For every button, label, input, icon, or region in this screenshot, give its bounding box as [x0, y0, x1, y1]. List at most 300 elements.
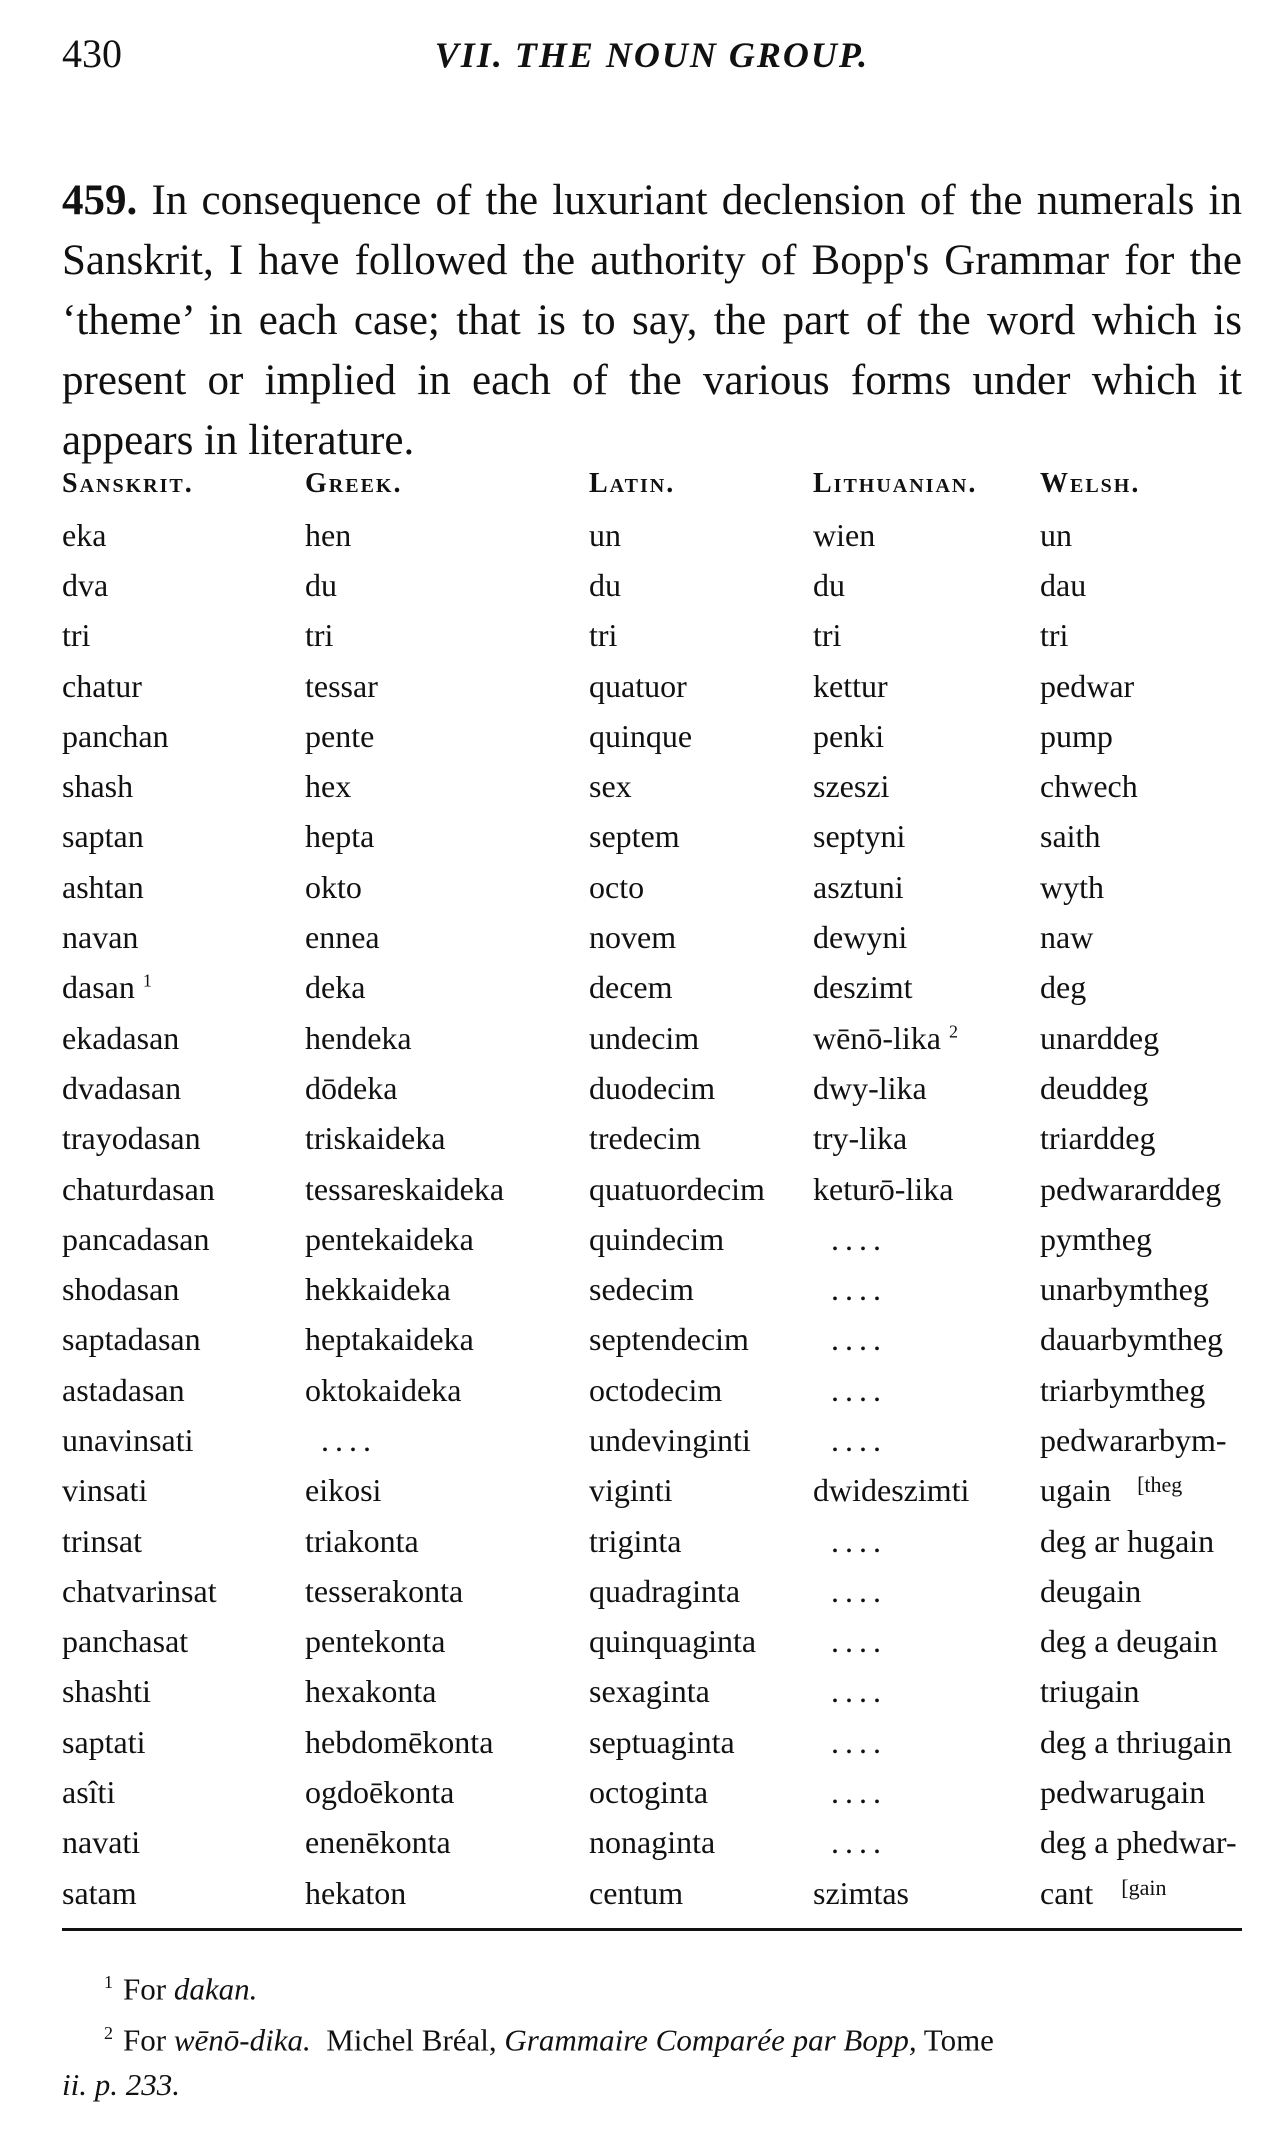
cell-text: shodasan	[62, 1271, 180, 1308]
cell-text: dōdeka	[305, 1069, 398, 1106]
paragraph-number: 459.	[62, 177, 138, 224]
cell-latin	[557, 711, 807, 761]
cell-text: octoginta	[589, 1774, 709, 1811]
footnote-page-ref: ii. p. 233.	[62, 2066, 180, 2102]
table-row	[62, 1566, 1242, 1616]
cell-welsh	[1032, 1264, 1242, 1314]
cell-latin	[557, 1415, 807, 1465]
footnote-2	[62, 2011, 1242, 2062]
footnote-term: dakan.	[173, 1971, 258, 2007]
cell-greek	[287, 1868, 557, 1918]
cell-latin	[557, 812, 807, 862]
cell-text: hepta	[305, 818, 375, 855]
cell-text: pedwar	[1040, 667, 1135, 704]
cell-welsh	[1032, 1214, 1242, 1264]
cell-text: hebdomēkonta	[305, 1723, 494, 1760]
cell-lithuanian	[807, 560, 1032, 610]
footnote-text: For	[123, 1971, 167, 2007]
cell-lithuanian	[807, 862, 1032, 912]
cell-latin	[557, 611, 807, 661]
cell-latin	[557, 912, 807, 962]
cell-welsh	[1032, 1667, 1242, 1717]
cell-lithuanian	[807, 1818, 1032, 1868]
cell-welsh	[1032, 1114, 1242, 1164]
cell-lithuanian	[807, 1214, 1032, 1264]
cell-lithuanian	[807, 1717, 1032, 1767]
cell-greek	[287, 1315, 557, 1365]
cell-lithuanian	[807, 761, 1032, 811]
footnote-2-continued	[62, 2063, 1242, 2107]
cell-text: pancadasan	[62, 1220, 210, 1257]
cell-text: dvadasan	[62, 1069, 182, 1106]
cell-sanskrit	[62, 1566, 287, 1616]
cell-text: penki	[813, 717, 885, 754]
cell-lithuanian	[807, 1767, 1032, 1817]
table-row	[62, 1617, 1242, 1667]
cell-sanskrit	[62, 761, 287, 811]
cell-welsh	[1032, 711, 1242, 761]
cell-text: unarbymtheg	[1040, 1271, 1209, 1308]
cell-latin	[557, 1164, 807, 1214]
cell-welsh	[1032, 1415, 1242, 1465]
cell-text: navati	[62, 1824, 141, 1861]
cell-sanskrit	[62, 1516, 287, 1566]
cell-text: dwy-lika	[813, 1069, 927, 1106]
cell-text: panchan	[62, 717, 169, 754]
cell-welsh	[1032, 1868, 1242, 1918]
cell-sanskrit	[62, 1415, 287, 1465]
cell-text: shashti	[62, 1673, 151, 1710]
cell-text: ....	[831, 1572, 887, 1609]
cell-greek	[287, 510, 557, 560]
cell-greek	[287, 912, 557, 962]
table-row	[62, 560, 1242, 610]
footnote-term: wēnō-dika.	[173, 2022, 311, 2058]
cell-greek	[287, 1164, 557, 1214]
cell-lithuanian	[807, 912, 1032, 962]
cell-text: deg a thriugain	[1040, 1723, 1232, 1760]
cell-welsh	[1032, 1617, 1242, 1667]
footnote-text: For	[123, 2022, 167, 2058]
cell-text: ....	[831, 1723, 887, 1760]
table-row	[62, 510, 1242, 560]
cell-greek	[287, 1063, 557, 1113]
cell-text: un	[589, 516, 621, 553]
cell-lithuanian	[807, 1566, 1032, 1616]
cell-welsh	[1032, 1466, 1242, 1516]
cell-latin	[557, 661, 807, 711]
cell-sanskrit	[62, 862, 287, 912]
cell-text: septem	[589, 818, 680, 855]
cell-text: triakonta	[305, 1522, 419, 1559]
cell-text: deugain	[1040, 1572, 1142, 1609]
cell-sanskrit	[62, 1114, 287, 1164]
cell-latin	[557, 1214, 807, 1264]
cell-latin	[557, 1013, 807, 1063]
footnote-1	[62, 1960, 1242, 2011]
cell-text: hexakonta	[305, 1673, 437, 1710]
cell-text: hekaton	[305, 1874, 407, 1911]
cell-sanskrit	[62, 1617, 287, 1667]
cell-greek	[287, 711, 557, 761]
cell-text: quatuor	[589, 667, 687, 704]
cell-text: undevinginti	[589, 1421, 751, 1458]
cell-greek	[287, 1013, 557, 1063]
cell-text: ....	[831, 1623, 887, 1660]
cell-latin	[557, 1566, 807, 1616]
cell-text: keturō-lika	[813, 1170, 954, 1207]
cell-text: pedwarugain	[1040, 1774, 1206, 1811]
cell-latin	[557, 963, 807, 1013]
cell-text: ....	[831, 1673, 887, 1710]
cell-greek	[287, 1617, 557, 1667]
cell-text: quindecim	[589, 1220, 725, 1257]
cell-latin	[557, 1114, 807, 1164]
cell-lithuanian	[807, 1617, 1032, 1667]
cell-text: ogdoēkonta	[305, 1774, 455, 1811]
cell-text: du	[813, 566, 845, 603]
table-row	[62, 1264, 1242, 1314]
cell-welsh	[1032, 1063, 1242, 1113]
cell-text: vinsati	[62, 1472, 148, 1509]
cell-lithuanian	[807, 1264, 1032, 1314]
paragraph-459	[62, 171, 1242, 471]
cell-text: tessar	[305, 667, 378, 704]
cell-lithuanian	[807, 1164, 1032, 1214]
cell-greek	[287, 1566, 557, 1616]
cell-greek	[287, 1818, 557, 1868]
cell-text: ugain	[1040, 1472, 1112, 1509]
cell-text: deg a phedwar-	[1040, 1824, 1237, 1861]
page-number: 430	[62, 31, 122, 76]
table-row	[62, 611, 1242, 661]
cell-text: deka	[305, 969, 366, 1006]
cell-welsh	[1032, 1164, 1242, 1214]
cell-text: trinsat	[62, 1522, 142, 1559]
cell-greek	[287, 611, 557, 661]
cell-text: szimtas	[813, 1874, 909, 1911]
cell-latin	[557, 510, 807, 560]
table-row	[62, 1767, 1242, 1817]
cell-lithuanian	[807, 1868, 1032, 1918]
cell-text: ....	[831, 1522, 887, 1559]
cell-text: dauarbymtheg	[1040, 1321, 1224, 1358]
cell-sanskrit	[62, 812, 287, 862]
cell-lithuanian	[807, 661, 1032, 711]
cell-sanskrit	[62, 1315, 287, 1365]
cell-text: novem	[589, 919, 677, 956]
cell-text: sex	[589, 768, 632, 805]
cell-latin	[557, 1617, 807, 1667]
cell-text: septyni	[813, 818, 906, 855]
table-row	[62, 1415, 1242, 1465]
cell-text: ennea	[305, 919, 380, 956]
cell-text: ekadasan	[62, 1019, 180, 1056]
cell-text: dau	[1040, 566, 1087, 603]
table-body	[62, 510, 1242, 1918]
cell-text: sedecim	[589, 1271, 694, 1308]
cell-text: chatur	[62, 667, 142, 704]
table-row	[62, 1365, 1242, 1415]
header-latin: Latin.	[589, 468, 676, 499]
cell-text: ashtan	[62, 868, 144, 905]
cell-text: trayodasan	[62, 1120, 201, 1157]
cell-text: viginti	[589, 1472, 673, 1509]
cell-latin	[557, 1767, 807, 1817]
footnote-rule	[62, 1928, 1242, 1931]
cell-latin	[557, 1868, 807, 1918]
cell-text: tri	[305, 617, 334, 654]
cell-text: panchasat	[62, 1623, 189, 1660]
cell-text: tredecim	[589, 1120, 701, 1157]
header-sanskrit: Sanskrit.	[62, 468, 194, 499]
cell-lithuanian	[807, 1063, 1032, 1113]
cell-sanskrit	[62, 611, 287, 661]
cell-text: asztuni	[813, 868, 904, 905]
table-row	[62, 862, 1242, 912]
cell-sanskrit	[62, 1717, 287, 1767]
cell-text: du	[589, 566, 621, 603]
cell-greek	[287, 661, 557, 711]
cell-sanskrit	[62, 1264, 287, 1314]
cell-greek	[287, 963, 557, 1013]
cell-lithuanian	[807, 1415, 1032, 1465]
cell-text: du	[305, 566, 337, 603]
cell-greek	[287, 1264, 557, 1314]
cell-sanskrit	[62, 1013, 287, 1063]
header-greek: Greek.	[305, 468, 403, 499]
cell-text: sexaginta	[589, 1673, 710, 1710]
cell-text: decem	[589, 969, 673, 1006]
cell-text: quinque	[589, 717, 693, 754]
cell-text: triarddeg	[1040, 1120, 1156, 1157]
running-title: VII. THE NOUN GROUP.	[434, 35, 870, 75]
cell-text: wēnō-lika	[813, 1019, 941, 1056]
cell-text: ....	[831, 1271, 887, 1308]
cell-text: duodecim	[589, 1069, 716, 1106]
cell-text: pymtheg	[1040, 1220, 1152, 1257]
footnote-author: Michel Bréal,	[326, 2022, 497, 2058]
footnotes	[62, 1960, 1242, 2107]
cell-text: kettur	[813, 667, 888, 704]
cell-welsh	[1032, 510, 1242, 560]
cell-text: hen	[305, 516, 352, 553]
cell-welsh	[1032, 661, 1242, 711]
cell-text: chwech	[1040, 768, 1138, 805]
cell-greek	[287, 1114, 557, 1164]
cell-text: triginta	[589, 1522, 682, 1559]
cell-greek	[287, 1365, 557, 1415]
cell-text: asîti	[62, 1774, 116, 1811]
cell-welsh	[1032, 761, 1242, 811]
table-header-row	[62, 458, 1242, 510]
cell-lithuanian	[807, 510, 1032, 560]
cell-lithuanian	[807, 1365, 1032, 1415]
table-row	[62, 1516, 1242, 1566]
cell-text: pedwararddeg	[1040, 1170, 1222, 1207]
cell-welsh	[1032, 862, 1242, 912]
cell-text: wien	[813, 516, 876, 553]
table-row	[62, 1164, 1242, 1214]
cell-welsh	[1032, 963, 1242, 1013]
cell-text: try-lika	[813, 1120, 908, 1157]
cell-latin	[557, 1516, 807, 1566]
cell-text: tesserakonta	[305, 1572, 464, 1609]
cell-text: tessareskaideka	[305, 1170, 505, 1207]
cell-text: deg a deugain	[1040, 1623, 1218, 1660]
cell-text: hendeka	[305, 1019, 412, 1056]
cell-text: saptadasan	[62, 1321, 201, 1358]
cell-welsh	[1032, 1717, 1242, 1767]
cell-latin	[557, 560, 807, 610]
cell-lithuanian	[807, 611, 1032, 661]
cell-welsh	[1032, 1516, 1242, 1566]
cell-text: oktokaideka	[305, 1371, 462, 1408]
cell-text: dwideszimti	[813, 1472, 970, 1509]
cell-text: octo	[589, 868, 645, 905]
cell-latin	[557, 862, 807, 912]
cell-text: tri	[813, 617, 842, 654]
table-row	[62, 1214, 1242, 1264]
table-row	[62, 761, 1242, 811]
cell-sanskrit	[62, 1164, 287, 1214]
cell-lithuanian	[807, 1516, 1032, 1566]
cell-lithuanian	[807, 812, 1032, 862]
cell-latin	[557, 1264, 807, 1314]
cell-text: satam	[62, 1874, 137, 1911]
cell-text: ....	[321, 1421, 377, 1458]
cell-text: hekkaideka	[305, 1271, 451, 1308]
cell-lithuanian	[807, 1466, 1032, 1516]
table-row	[62, 711, 1242, 761]
cell-latin	[557, 1667, 807, 1717]
cell-text: okto	[305, 868, 362, 905]
cell-text: heptakaideka	[305, 1321, 474, 1358]
cell-welsh	[1032, 912, 1242, 962]
cell-text: quadraginta	[589, 1572, 741, 1609]
cell-text: deszimt	[813, 969, 913, 1006]
cell-text: deg	[1040, 969, 1087, 1006]
cell-welsh	[1032, 560, 1242, 610]
cell-latin	[557, 1818, 807, 1868]
header-lithuanian: Lithuanian.	[813, 468, 978, 499]
cell-text: pentekaideka	[305, 1220, 474, 1257]
cell-text: unavinsati	[62, 1421, 194, 1458]
cell-greek	[287, 1214, 557, 1264]
cell-welsh	[1032, 1767, 1242, 1817]
table-row	[62, 1013, 1242, 1063]
cell-sanskrit	[62, 1667, 287, 1717]
footnote-title: Grammaire Comparée par Bopp,	[504, 2022, 917, 2058]
cell-greek	[287, 812, 557, 862]
cell-text: eikosi	[305, 1472, 382, 1509]
cell-text: triarbymtheg	[1040, 1371, 1206, 1408]
cell-text: octodecim	[589, 1371, 723, 1408]
table-row	[62, 1818, 1242, 1868]
cell-text: ....	[831, 1220, 887, 1257]
cell-text: ....	[831, 1824, 887, 1861]
cell-text: pentekonta	[305, 1623, 446, 1660]
cell-welsh	[1032, 1566, 1242, 1616]
cell-sanskrit	[62, 711, 287, 761]
cell-greek	[287, 1466, 557, 1516]
table-row	[62, 912, 1242, 962]
cell-greek	[287, 761, 557, 811]
cell-lithuanian	[807, 1315, 1032, 1365]
cell-sanskrit	[62, 510, 287, 560]
table-row	[62, 1667, 1242, 1717]
cell-text: pente	[305, 717, 375, 754]
cell-text: ....	[831, 1421, 887, 1458]
cell-sanskrit	[62, 1868, 287, 1918]
cell-text: tri	[589, 617, 618, 654]
table-row	[62, 812, 1242, 862]
cell-text: quatuordecim	[589, 1170, 765, 1207]
cell-latin	[557, 1315, 807, 1365]
cell-text: hex	[305, 768, 352, 805]
footnote-mark: 2	[104, 2023, 113, 2044]
cell-text: saptati	[62, 1723, 146, 1760]
cell-text: deuddeg	[1040, 1069, 1149, 1106]
cell-latin	[557, 1063, 807, 1113]
cell-sanskrit	[62, 1063, 287, 1113]
cell-greek	[287, 560, 557, 610]
cell-welsh	[1032, 812, 1242, 862]
table-row	[62, 1466, 1242, 1516]
cell-text: un	[1040, 516, 1072, 553]
cell-lithuanian	[807, 1013, 1032, 1063]
cell-lithuanian	[807, 1114, 1032, 1164]
cell-text: triugain	[1040, 1673, 1140, 1710]
cell-text: quinquaginta	[589, 1623, 757, 1660]
table-row	[62, 661, 1242, 711]
cell-greek	[287, 1415, 557, 1465]
cell-welsh	[1032, 611, 1242, 661]
cell-text: naw	[1040, 919, 1094, 956]
table-row	[62, 1717, 1242, 1767]
cell-text: pedwararbym-	[1040, 1421, 1227, 1458]
cell-latin	[557, 1717, 807, 1767]
cell-text: chaturdasan	[62, 1170, 215, 1207]
cell-sanskrit	[62, 1767, 287, 1817]
cell-text: shash	[62, 768, 134, 805]
footnote-tome: Tome	[923, 2022, 994, 2058]
footnote-ref-1: 1	[142, 970, 152, 991]
cell-greek	[287, 1667, 557, 1717]
cell-text: septuaginta	[589, 1723, 735, 1760]
cell-text: szeszi	[813, 768, 890, 805]
cell-text: ....	[831, 1774, 887, 1811]
table-row	[62, 963, 1242, 1013]
paragraph-text: In consequence of the luxuriant declension of the numerals in Sanskrit, I have followed the authority of Bopp's Grammar for the ‘theme’ in each case; that is to say, the part of the word which is present or implied in each of the various forms under which it appears in literature.	[62, 177, 1243, 464]
cell-latin	[557, 1466, 807, 1516]
cell-sanskrit	[62, 963, 287, 1013]
cell-text: unarddeg	[1040, 1019, 1160, 1056]
cell-lithuanian	[807, 1667, 1032, 1717]
cell-welsh	[1032, 1365, 1242, 1415]
continuation-mark: [theg	[1137, 1472, 1183, 1498]
cell-sanskrit	[62, 1818, 287, 1868]
cell-text: navan	[62, 919, 139, 956]
table-row	[62, 1868, 1242, 1918]
cell-text: nonaginta	[589, 1824, 716, 1861]
cell-text: dva	[62, 566, 109, 603]
cell-text: undecim	[589, 1019, 700, 1056]
cell-text: septendecim	[589, 1321, 749, 1358]
cell-text: centum	[589, 1874, 684, 1911]
table-row	[62, 1063, 1242, 1113]
cell-greek	[287, 1717, 557, 1767]
